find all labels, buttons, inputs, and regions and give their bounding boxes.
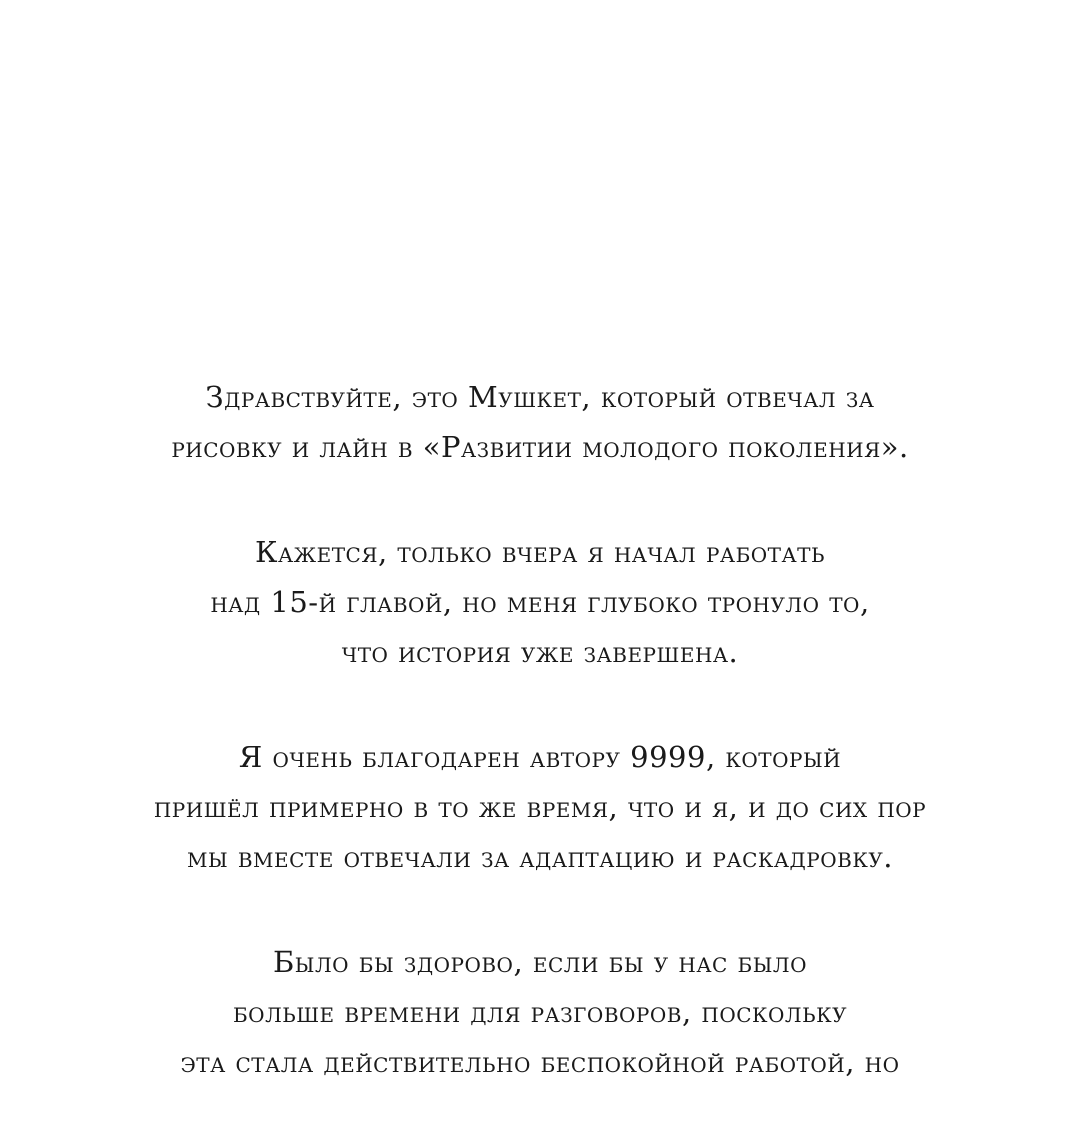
paragraph-greeting — [0, 372, 1080, 472]
text-line: над 15-й главой, но меня глубоко тронуло то, — [210, 585, 870, 619]
text-line: Я очень благодарен автору 9999, который — [238, 740, 842, 774]
paragraph-chapter — [0, 527, 1080, 677]
text-line: пришёл примерно в то же время, что и я, и до сих пор — [153, 790, 927, 824]
text-line: Было бы здорово, если бы у нас было — [273, 945, 807, 979]
text-line: что история уже завершена. — [341, 635, 739, 669]
text-line: больше времени для разговоров, поскольку — [232, 995, 848, 1029]
text-line: эта стала действительно беспокойной работой, но — [180, 1045, 900, 1079]
text-line: Кажется, только вчера я начал работать — [255, 535, 825, 569]
text-line: Здравствуйте, это Мушкет, который отвечал за — [205, 380, 875, 414]
paragraph-thanks — [0, 732, 1080, 882]
text-line: мы вместе отвечали за адаптацию и раскадровку. — [186, 840, 894, 874]
afterword-text — [0, 372, 1080, 1142]
paragraph-closing — [0, 937, 1080, 1087]
text-line: рисовку и лайн в «Развитии молодого поколения». — [171, 430, 909, 464]
